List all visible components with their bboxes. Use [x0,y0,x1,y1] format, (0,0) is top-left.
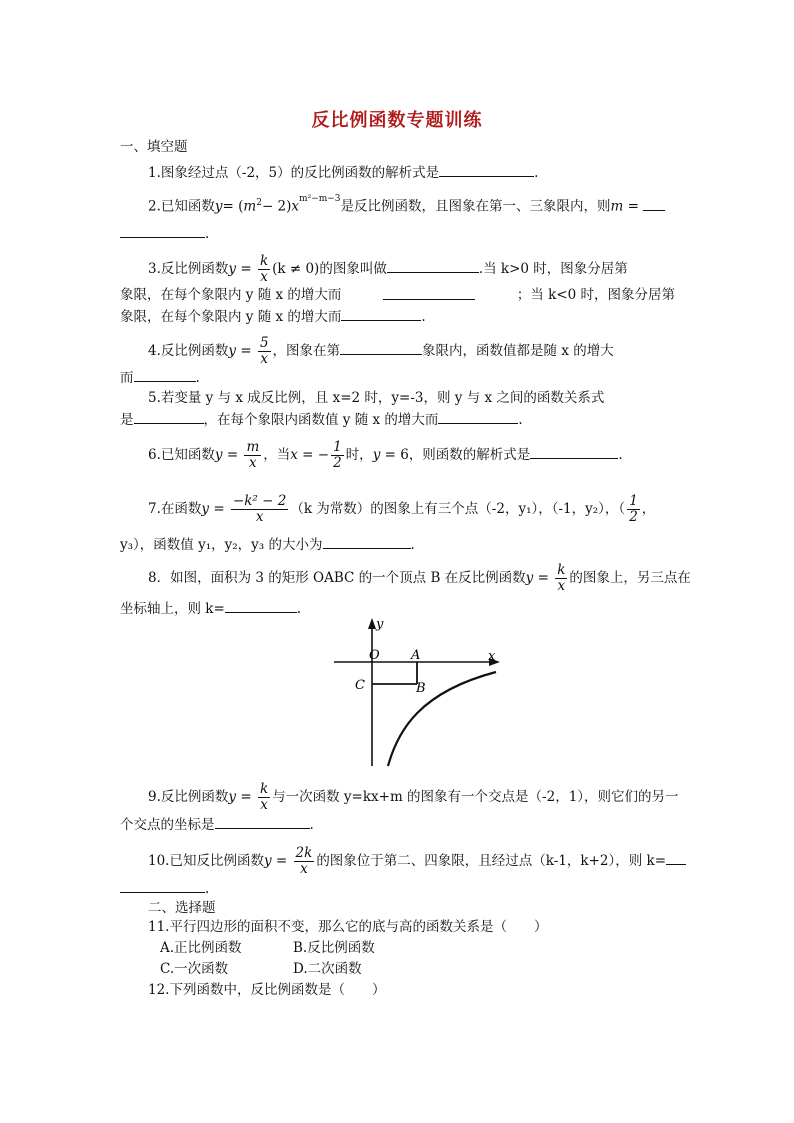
fraction: $\frac{5}{x}$ [259,335,269,367]
fraction: $\frac{1}{2}$ [333,439,342,471]
question-9-continued: 个交点的坐标是 . [120,814,675,835]
label-x: x [488,649,496,664]
answer-blank[interactable] [215,814,310,829]
document-title: 反比例函数专题训练 [311,110,483,131]
answer-blank[interactable] [530,444,618,459]
question-1: 1.图象经过点（-2，5）的反比例函数的解析式是 . [148,162,675,183]
fraction: $\frac{2k}{x}$ [295,845,313,877]
answer-blank[interactable] [341,306,421,321]
question-8: 8．如图，面积为 3 的矩形 OABC 的一个顶点 B 在反比例函数y = $\frac{k}{x}$ 的图象上，另三点在 [148,562,691,594]
question-7: 7.在函数y = $\frac{\text{−k² − 2}}{x}$ （k 为常数）的图象上有三个点（-2，y₁），（-1，y₂），（ $\frac{1}{2}$ ， [148,493,656,525]
answer-blank[interactable] [134,409,204,424]
question-4-continued: 而 . [120,367,675,388]
label-c: C [355,678,365,693]
question-3-end: 象限，在每个象限内 y 随 x 的增大而 . [120,306,675,327]
hyperbola-curve [388,672,496,766]
question-3-continued: 象限，在每个象限内 y 随 x 的增大而 ；当 k<0 时，图象分居第 [120,287,675,303]
fraction: $\frac{\text{−k² − 2}}{x}$ [232,493,287,525]
fraction: $\frac{k}{x}$ [557,562,566,594]
option-a[interactable]: A.正比例函数 [160,940,242,956]
answer-blank[interactable] [666,850,686,865]
question-5: 5.若变量 y 与 x 成反比例，且 x=2 时，y=-3，则 y 与 x 之间的函数关系式 [148,390,605,406]
answer-blank[interactable] [438,409,518,424]
question-3: 3.反比例函数y = $\frac{k}{x}$ (k ≠ 0)的图象叫做 .当 k>0 时，图象分居第 [148,253,628,285]
question-4: 4.反比例函数y = $\frac{5}{x}$ ，图象在第 象限内，函数值都是随 x 的增大 [148,335,614,367]
coordinate-figure [320,612,510,772]
fraction: $\frac{m}{x}$ [246,439,260,471]
section-heading-choice: 二、选择题 [148,900,216,916]
option-d[interactable]: D.二次函数 [293,961,362,977]
option-c[interactable]: C.一次函数 [160,961,229,977]
option-b[interactable]: B.反比例函数 [293,940,375,956]
answer-blank[interactable] [383,285,475,300]
question-8-continued: 坐标轴上，则 k= . [120,598,675,619]
section-heading-fill-blank: 一、填空题 [120,139,188,155]
question-5-continued: 是 ，在每个象限内函数值 y 随 x 的增大而 . [120,409,675,430]
label-y: y [376,617,384,632]
question-6: 6.已知函数y = $\frac{m}{x}$ ，当x = − $\frac{1}{2}$ 时，y = 6，则函数的解析式是 . [148,439,623,471]
question-9: 9.反比例函数y = $\frac{k}{x}$ 与一次函数 y=kx+m 的图象有一个交点是（-2，1），则它们的另一 [148,781,679,813]
question-11: 11.平行四边形的面积不变，那么它的底与高的函数关系是（ ） [148,919,548,935]
answer-blank[interactable] [643,196,665,211]
question-7-continued: y₃），函数值 y₁，y₂，y₃ 的大小为 . [120,534,675,555]
answer-blank[interactable] [225,598,297,613]
answer-blank[interactable] [439,162,534,177]
fraction: $\frac{k}{x}$ [259,253,269,285]
fraction: $\frac{k}{x}$ [259,781,269,813]
label-o: O [369,648,380,663]
answer-blank[interactable] [120,223,205,238]
answer-blank[interactable] [387,258,479,273]
question-2: 2.已知函数$y= (m^2- 2)x^{m^2-m-3}$是反比例函数，且图象在第一、三象限内，则m = [148,193,675,217]
answer-blank[interactable] [340,340,422,355]
fraction: $\frac{1}{2}$ [629,493,638,525]
question-2-continued: . [120,223,675,244]
question-10-continued: . [120,878,675,899]
answer-blank[interactable] [323,534,411,549]
label-a: A [411,648,421,663]
answer-blank[interactable] [120,878,205,893]
label-b: B [416,681,426,696]
y-axis-arrow [368,618,376,629]
question-12: 12.下列函数中，反比例函数是（ ） [148,982,386,998]
question-10: 10.已知反比例函数y = $\frac{2k}{x}$ 的图象位于第二、四象限，且经过点（k-1，k+2），则 k= [148,846,675,877]
answer-blank[interactable] [134,367,196,382]
